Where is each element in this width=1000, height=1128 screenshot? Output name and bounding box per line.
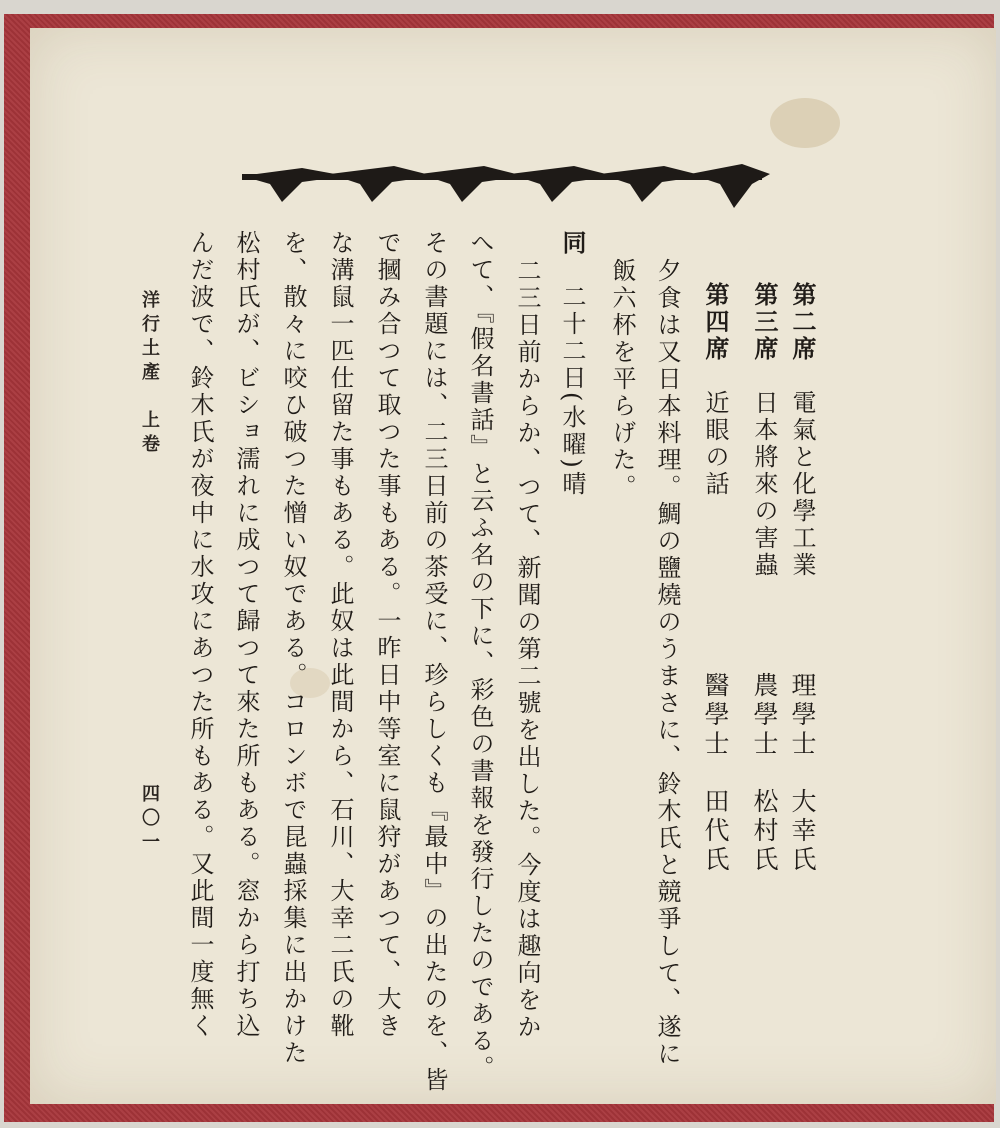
lecturer-name: 理學士 大幸氏 <box>788 672 817 875</box>
lecture-seat-label: 第三席 <box>750 282 779 363</box>
text-column-9: その書題には、二三日前の茶受に、珍らしくも『最中』の出たのを、皆 <box>420 230 448 1094</box>
text-column-3 <box>701 282 730 498</box>
lecture-seat-label: 第四席 <box>701 282 730 363</box>
decorative-header-ornament <box>242 162 770 212</box>
text-column-10: で摑み合つて取つた事もある。一昨日中等室に鼠狩があつて、大き <box>373 230 401 1040</box>
text-column-5: 飯六杯を平らげた。 <box>608 258 636 501</box>
lecture-title: 日本將來の害蟲 <box>750 390 778 579</box>
text-column-4: 夕食は又日本料理。鯛の鹽燒のうまさに、鈴木氏と競爭して、遂に <box>653 258 681 1068</box>
text-column-2 <box>750 282 779 579</box>
text-column-1 <box>788 282 817 579</box>
text-column-11: な溝鼠一匹仕留た事もある。此奴は此間から、石川、大幸二氏の靴 <box>326 230 354 1040</box>
date-heading-text: 二十二日(水曜)晴 <box>558 284 586 498</box>
page-number: 四〇一 <box>139 784 160 856</box>
date-heading <box>558 230 587 498</box>
lecture-title: 近眼の話 <box>701 390 729 498</box>
lecturer-name: 農學士 松村氏 <box>750 672 779 875</box>
text-column-14: んだ波で、鈴木氏が夜中に水攻にあつた所もある。又此間一度無く <box>186 230 214 1040</box>
book-title-running-head: 洋行土產 上卷 <box>139 290 160 458</box>
text-column-8: へて、『假名書話』と云ふ名の下に、彩色の書報を發行したのである。 <box>466 230 494 1082</box>
lecture-seat-label: 第二席 <box>788 282 817 363</box>
text-column-12: を、散々に咬ひ破つた憎い奴である。コロンボで昆蟲採集に出かけた <box>279 230 307 1067</box>
paper-stain <box>770 98 840 148</box>
lecture-title: 電氣と化學工業 <box>788 390 816 579</box>
text-column-13: 松村氏が、ビショ濡れに成つて歸つて來た所もある。窓から打ち込 <box>232 230 260 1040</box>
text-column-7: 二三日前からか、つて、新聞の第二號を出した。今度は趣向をか <box>513 258 541 1041</box>
date-heading-mark: 同 <box>558 230 587 257</box>
lecturer-name: 醫學士 田代氏 <box>701 672 730 875</box>
